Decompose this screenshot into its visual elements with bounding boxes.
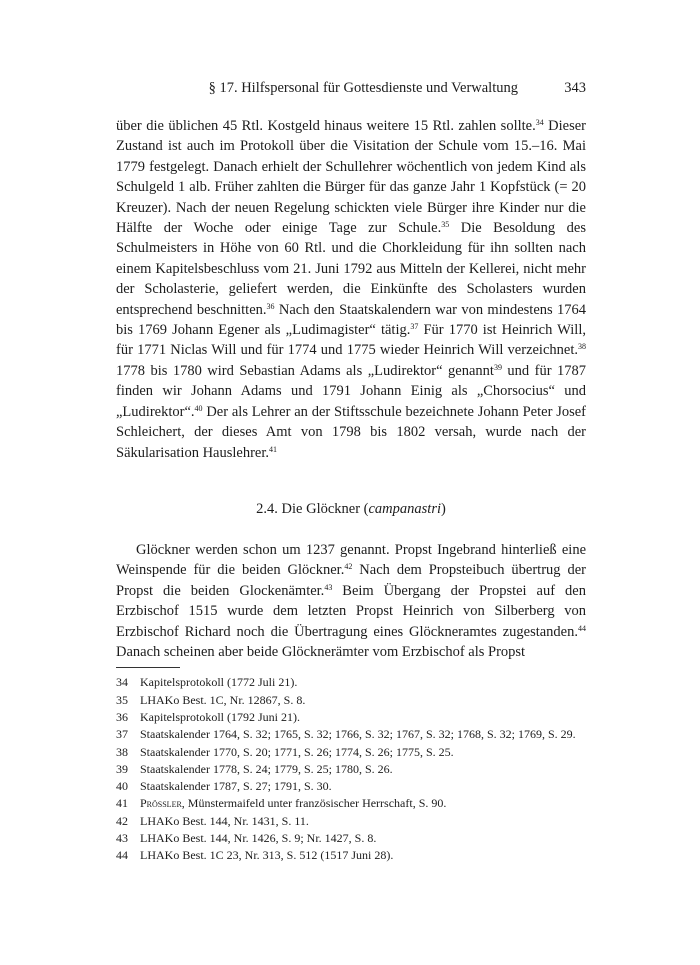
text-segment: Beim Übergang der Propstei auf den Erzbischof 1515 wurde dem letzten Propst Heinrich von Silberberg von Erzbischof Richard noch die Übertragung eines Glöckneramtes zugestanden.: [116, 582, 586, 640]
text-segment: Die Besoldung des Schulmeisters in Höhe von 60 Rtl. und die Chorkleidung für ihn sollten nach einem Kapitelsbeschluss vom 21. Juni 1792 aus Mitteln der Kellerei, nicht mehr der Scholasterie, geliefert werden, die Einkünfte des Scholasters wurden entsprechend beschnitten.: [116, 220, 586, 318]
author-name: Prössler: [140, 796, 182, 811]
text-segment: Glöckner werden schon um 1237 genannt. Propst Ingebrand hinterließ eine Weinspende für die beiden Glöckner.: [116, 541, 586, 579]
footnote-ref[interactable]: 40: [194, 403, 203, 413]
footnote: 42 LHAKo Best. 144, Nr. 1431, S. 11.: [116, 813, 309, 828]
footnotes: [116, 674, 586, 864]
footnote: 40 Staatskalender 1787, S. 27; 1791, S. 30.: [116, 779, 332, 794]
text-segment: über die üblichen 45 Rtl. Kostgeld hinaus weitere 15 Rtl. zahlen sollte.: [116, 118, 536, 134]
text-segment: Nach den Staatskalendern war von mindestens 1764 bis 1769 Johann Egener als „Ludimagister“ tätig.: [116, 301, 587, 339]
footnote-ref[interactable]: 41: [269, 444, 278, 454]
footnote: 44 LHAKo Best. 1C 23, Nr. 313, S. 512 (1517 Juni 28).: [116, 848, 394, 863]
text-segment: Der als Lehrer an der Stiftsschule bezeichnete Johann Peter Josef Schleichert, der dieses Amt von 1798 bis 1802 versah, wurde nach der Säkularisation Hauslehrer.: [116, 403, 586, 461]
running-title: § 17. Hilfspersonal für Gottesdienste und Verwaltung: [208, 80, 518, 96]
footnote-ref[interactable]: 43: [324, 582, 333, 592]
section-heading: 2.4. Die Glöckner (campanastri): [256, 500, 446, 517]
footnote-ref[interactable]: 35: [441, 220, 450, 230]
text-segment: und für 1787 finden wir Johann Adams und 1791 Johann Einig als „Chorsocius“ und „Ludirektor“.: [116, 362, 586, 420]
text-segment: Für 1770 ist Heinrich Will, für 1771 Niclas Will und für 1774 und 1775 wieder Heinrich Will verzeichnet.: [116, 322, 586, 359]
footnote-ref[interactable]: 34: [535, 118, 544, 127]
main-text: [116, 116, 586, 662]
footnote: 41 Prössler, Münstermaifeld unter französischer Herrschaft, S. 90.: [116, 796, 447, 811]
paragraph-bell-ringers: [116, 540, 586, 662]
footnote: 35 LHAKo Best. 1C, Nr. 12867, S. 8.: [116, 692, 306, 707]
footnote-ref[interactable]: 42: [344, 562, 353, 572]
footnote-ref[interactable]: 38: [578, 342, 586, 352]
text-segment: Dieser Zustand ist auch im Protokoll über die Visitation der Schule vom 15.–16. Mai 1779 festgelegt. Danach erhielt der Schullehrer wöchentlich von jedem Kind als Schulgeld 1 alb. Früher zahlten die Bürger für das ganze Jahr 1 Kopfstück (= 20 Kreuzer). Nach der neuen Regelung schickten viele Bürger ihre Kinder nur die Hälfte der Woche oder einige Tage zur Schule.: [116, 118, 587, 237]
footnote: 36 Kapitelsprotokoll (1792 Juni 21).: [116, 709, 300, 724]
footnote-ref[interactable]: 37: [410, 322, 419, 332]
footnote: 39 Staatskalender 1778, S. 24; 1779, S. 25; 1780, S. 26.: [116, 761, 393, 776]
text-segment: Danach scheinen aber beide Glöcknerämter vom Erzbischof als Propst: [116, 643, 526, 660]
section-heading-latin: campanastri: [368, 500, 441, 517]
footnote-divider: [116, 667, 180, 668]
footnote: 43 LHAKo Best. 144, Nr. 1426, S. 9; Nr. 1427, S. 8.: [116, 831, 377, 846]
paragraph-school: [116, 116, 586, 463]
footnote-ref[interactable]: 36: [266, 301, 275, 311]
footnote: 38 Staatskalender 1770, S. 20; 1771, S. 26; 1774, S. 26; 1775, S. 25.: [116, 744, 454, 759]
footnote-ref[interactable]: 44: [578, 623, 586, 633]
footnote-ref[interactable]: 39: [493, 362, 502, 372]
text-segment: Nach dem Propsteibuch übertrug der Propst die beiden Glockenämter.: [116, 562, 586, 599]
page-number: 343: [564, 80, 586, 96]
footnote: 37 Staatskalender 1764, S. 32; 1765, S. 32; 1766, S. 32; 1767, S. 32; 1768, S. 32; 1769, S. 29.: [116, 727, 576, 742]
book-page: [116, 80, 586, 865]
footnote: 34 Kapitelsprotokoll (1772 Juli 21).: [116, 675, 298, 690]
page-header: [116, 80, 586, 102]
text-segment: 1778 bis 1780 wird Sebastian Adams als „Ludirektor“ genannt: [116, 362, 494, 379]
